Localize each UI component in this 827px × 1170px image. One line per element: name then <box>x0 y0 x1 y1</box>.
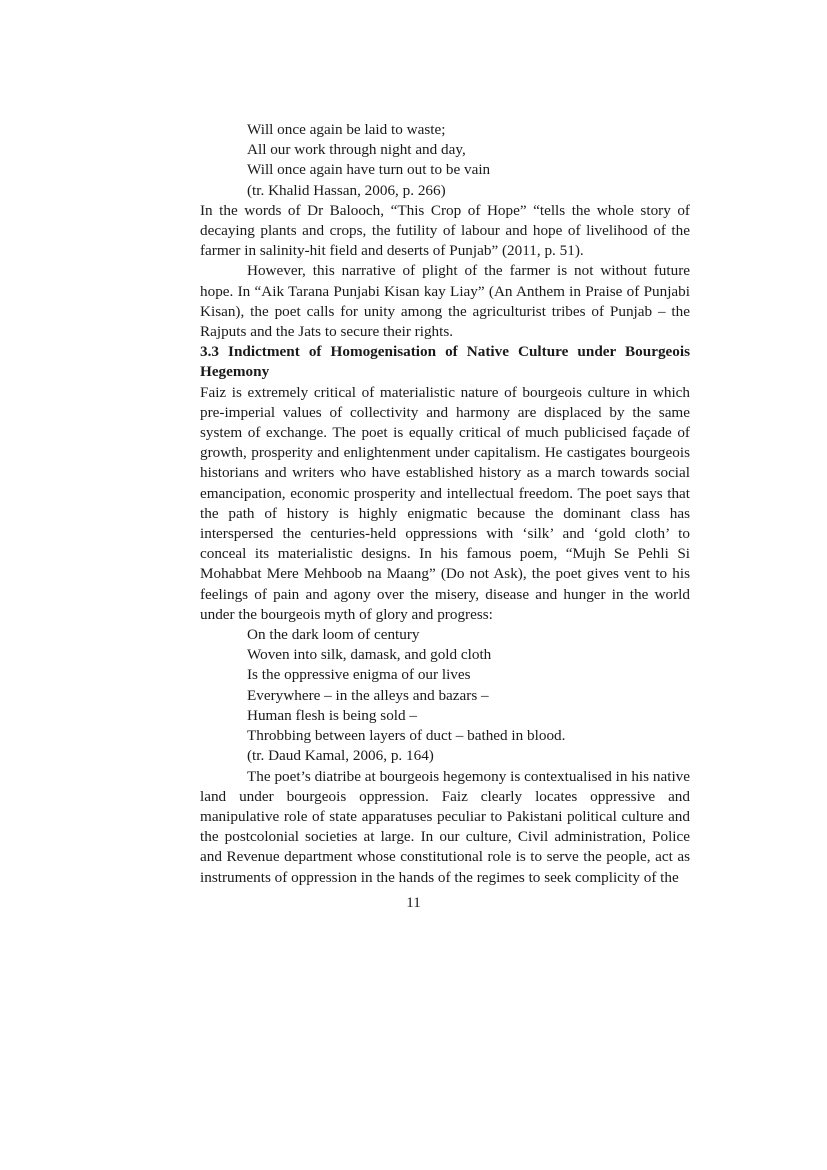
section-heading: 3.3 Indictment of Homogenisation of Native Culture under Bourgeois Hegemony <box>200 343 690 381</box>
verse-line: Will once again be laid to waste; <box>247 121 446 138</box>
verse-citation: (tr. Daud Kamal, 2006, p. 164) <box>247 747 434 765</box>
verse-citation: (tr. Khalid Hassan, 2006, p. 266) <box>247 181 446 199</box>
verse-line: On the dark loom of century <box>247 626 420 644</box>
page-body <box>200 120 690 888</box>
paragraph-future-hope: However, this narrative of plight of the farmer is not without future hope. In “Aik Tarana Punjabi Kisan kay Liay” (An Anthem in Praise of Punjabi Kisan), the poet calls for unity among the agriculturist tribes of Punjab – the Rajputs and the Jats to secure their rights. <box>200 262 690 341</box>
page-number: 11 <box>406 895 421 911</box>
paragraph-diatribe: The poet’s diatribe at bourgeois hegemony is contextualised in his native land under bourgeois oppression. Faiz clearly locates oppressive and manipulative role of state apparatuses peculiar to Pakistani political culture and the postcolonial societies at large. In our culture, Civil administration, Police and Revenue department whose constitutional role is to serve the people, act as instruments of oppression in the hands of the regimes to seek complicity of the <box>200 767 690 886</box>
paragraph-baloch-quote: In the words of Dr Balooch, “This Crop of Hope” “tells the whole story of decaying plants and crops, the futility of labour and hope of livelihood of the farmer in salinity-hit field and deserts of Punjab” (2011, p. 51). <box>200 201 690 260</box>
verse-line: Is the oppressive enigma of our lives <box>247 666 471 684</box>
verse-line: All our work through night and day, <box>247 141 466 159</box>
verse-line: Everywhere – in the alleys and bazars – <box>247 686 489 704</box>
verse-line: Human flesh is being sold – <box>247 706 417 724</box>
verse-line: Throbbing between layers of duct – bathed in blood. <box>247 727 566 745</box>
verse-line: Will once again have turn out to be vain <box>247 161 491 179</box>
verse-line: Woven into silk, damask, and gold cloth <box>247 646 492 664</box>
paragraph-faiz-critique: Faiz is extremely critical of materialistic nature of bourgeois culture in which pre-imperial values of collectivity and harmony are displaced by the same system of exchange. The poet is equally critical of much publicised façade of growth, prosperity and enlightenment under capitalism. He castigates bourgeois historians and writers who have established history as a march towards social emancipation, economic prosperity and intellectual freedom. The poet says that the path of history is highly enigmatic because the dominant class has interspersed the centuries-held oppressions with ‘silk’ and ‘gold cloth’ to conceal its materialistic designs. In his famous poem, “Mujh Se Pehli Si Mohabbat Mere Mehboob na Maang” (Do not Ask), the poet gives vent to his feelings of pain and agony over the misery, disease and hunger in the world under the bourgeois myth of glory and progress: <box>200 383 690 623</box>
